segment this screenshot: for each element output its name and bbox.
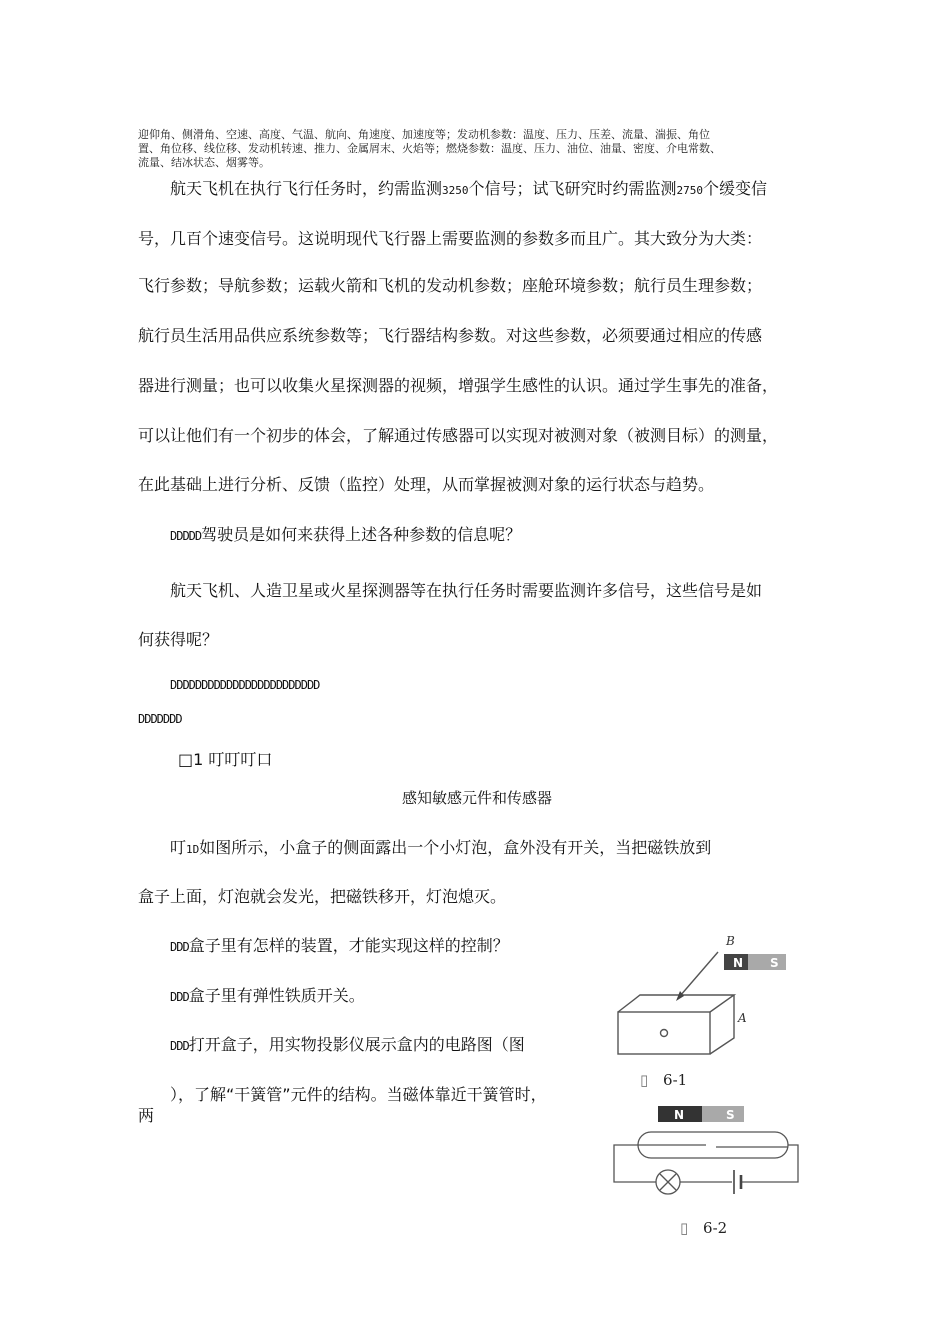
- figure-6-1-caption: [640, 1071, 687, 1089]
- label-b: B: [726, 934, 735, 948]
- question-2-prefix: DDD: [170, 940, 189, 954]
- magnet-s-label: S: [770, 956, 779, 970]
- magnet-s-label: S: [726, 1108, 735, 1122]
- answer-2-text: 盒子里有弹性铁质开关。: [188, 986, 365, 1005]
- bulb-circle: [661, 1030, 668, 1037]
- para3-number: 1D: [186, 843, 200, 856]
- figure-6-1-caption-text: 6-1: [663, 1071, 688, 1089]
- wire-left: [614, 1145, 656, 1182]
- answer-3-line-2: ），了解“干簧管”元件的结构。当磁体靠近干簧管时，: [170, 1085, 547, 1104]
- question-1: [170, 522, 521, 545]
- figure-6-2: [610, 1100, 810, 1210]
- para1-line-3: 飞行参数；导航参数；运载火箭和飞机的发动机参数；座舱环境参数；航行员生理参数；: [138, 276, 763, 295]
- answer-3-line-3: 两: [138, 1106, 155, 1125]
- garbled-line-2: DDDDDDD: [138, 712, 182, 726]
- answer-3-prefix: DDD: [170, 1039, 189, 1053]
- para3-line-1: [170, 835, 711, 858]
- para2-line-1: 航天飞机、人造卫星或火星探测器等在执行任务时需要监测许多信号，这些信号是如: [170, 581, 763, 600]
- figure-6-1-caption-mark: ▯: [640, 1071, 649, 1089]
- label-a: A: [738, 1011, 747, 1025]
- para1-number-2: 2750: [676, 184, 704, 197]
- intro-line-3: 流量、结冰状态、烟雾等。: [138, 156, 270, 169]
- question-2: [170, 933, 509, 956]
- answer-3-line-1: [170, 1032, 525, 1055]
- para1-text-b: 个信号；试飞研究时约需监测: [468, 179, 677, 198]
- para1-line-6: 可以让他们有一个初步的体会，了解通过传感器可以实现对被测对象（被测目标）的测量，: [138, 426, 779, 445]
- para1-text-a: 航天飞机在执行飞行任务时，约需监测: [170, 179, 443, 198]
- para1-number-1: 3250: [442, 184, 469, 197]
- para1-line-7: 在此基础上进行分析、反馈（监控）处理，从而掌握被测对象的运行状态与趋势。: [138, 475, 715, 494]
- intro-line-2: 置、角位移、线位移、发动机转速、推力、金属屑末、火焰等；燃烧参数：温度、压力、油位、油量、密度、介电常数、: [138, 142, 721, 155]
- answer-2: [170, 983, 365, 1006]
- para1-text-c: 个缓变信: [703, 179, 768, 198]
- figure-6-2-caption: [680, 1219, 727, 1237]
- para3-text-a: 叮: [170, 838, 187, 857]
- para1-line-5: 器进行测量；也可以收集火星探测器的视频，增强学生感性的认识。通过学生事先的准备，: [138, 376, 779, 395]
- question-1-text: 驾驶员是如何来获得上述各种参数的信息呢？: [201, 525, 522, 544]
- figure-6-1: [600, 930, 800, 1070]
- garbled-line-1: DDDDDDDDDDDDDDDDDDDDDDDD: [170, 678, 320, 692]
- para3-line-2: 盒子上面，灯泡就会发光，把磁铁移开，灯泡熄灭。: [138, 887, 507, 906]
- magnet-south: [702, 1106, 744, 1122]
- magnet-n-label: N: [674, 1108, 685, 1122]
- para1-line-1: [170, 176, 767, 199]
- para3-text-b: 如图所示，小盒子的侧面露出一个小灯泡，盒外没有开关，当把磁铁放到: [199, 838, 712, 857]
- box-top-face: [618, 995, 734, 1012]
- para2-line-2: 何获得呢？: [138, 630, 219, 649]
- question-2-text: 盒子里有怎样的装置，才能实现这样的控制？: [188, 936, 509, 955]
- answer-2-prefix: DDD: [170, 990, 189, 1004]
- question-1-prefix: DDDDD: [170, 529, 202, 543]
- section-marker: □1 叮叮叮口: [178, 750, 273, 769]
- wire-right: [742, 1145, 798, 1182]
- intro-line-1: 迎仰角、侧滑角、空速、高度、气温、航向、角速度、加速度等；发动机参数：温度、压力、压差、流量、湍振、角位: [138, 128, 710, 141]
- figure-6-2-caption-mark: ▯: [680, 1219, 689, 1237]
- section-heading: 感知敏感元件和传感器: [402, 789, 553, 807]
- para1-line-2: 号，几百个速变信号。这说明现代飞行器上需要监测的参数多而且广。其大致分为大类：: [138, 229, 763, 248]
- box-front-face: [618, 1012, 710, 1054]
- arrow-line: [680, 952, 718, 996]
- figure-6-2-caption-text: 6-2: [703, 1219, 728, 1237]
- answer-3-text: 打开盒子，用实物投影仪展示盒内的电路图（图: [188, 1035, 525, 1054]
- magnet-n-label: N: [733, 956, 744, 970]
- magnet-south: [748, 954, 786, 970]
- para1-line-4: 航行员生活用品供应系统参数等；飞行器结构参数。对这些参数，必须要通过相应的传感: [138, 326, 763, 345]
